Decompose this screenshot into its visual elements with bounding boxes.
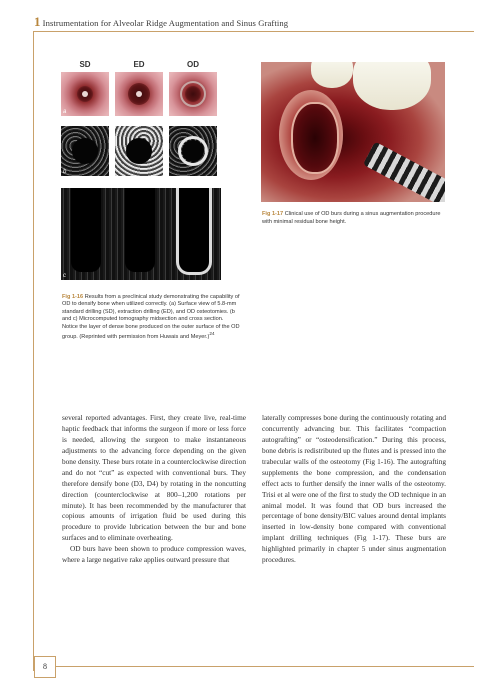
tooth-image xyxy=(353,62,431,110)
figure-label: Fig 1-16 xyxy=(62,294,84,300)
cross-section-ed xyxy=(115,126,163,176)
cross-section-sd xyxy=(61,126,109,176)
figure-label: Fig 1-17 xyxy=(262,211,284,217)
chapter-title: Instrumentation for Alveolar Ridge Augmentation and Sinus Grafting xyxy=(42,18,289,28)
cross-section-od xyxy=(169,126,217,176)
body-column-right xyxy=(262,413,446,566)
od-bur-image xyxy=(363,142,445,202)
figure-1-16-caption xyxy=(62,294,240,341)
column-label-od: OD xyxy=(187,60,199,69)
panel-letter-a: a xyxy=(63,109,67,115)
panel-letter-c: c xyxy=(63,273,66,279)
osteotomy-ed xyxy=(125,188,155,272)
midsection-view xyxy=(61,188,221,280)
paragraph: laterally compresses bone during the continuously rotating and concurrently advancing bur. This facilitates “compaction autografting” or “osteodensification.” During this process, bone debris is redistributed up the flutes and is pressed into the trabecular walls of the osteotomy (Fig 1-16). The autografting supplements the bone compression, and the condensation effect acts to further densify the inner walls of the osteotomy. Trisi et al were one of the first to study the OD technique in an animal model. It was found that OD burs increased the percentage of bone density/BIC values around dental implants inserted in low-density bone compared with conventional implant drilling techniques (Fig 1-17). These burs are highlighted primarily in chapter 5 under sinus augmentation procedures. xyxy=(262,413,446,565)
paragraph: several reported advantages. First, they create live, real-time haptic feedback that informs the surgeon if more or less force is needed, allowing the surgeon to make instantaneous adjustments to the advancing force depending on the given bone density. These burs rotate in a counterclockwise direction and do not “cut” as expected with conventional burs. They therefore densify bone (D3, D4) by rotating in the noncutting direction (counterclockwise at 800–1,200 rotations per minute). It has been recommended by the manufacturer that copious amounts of irrigation fluid be used during this procedure to provide lubrication between the bur and bone surfaces and to eliminate overheating. xyxy=(62,413,246,543)
footer-rule xyxy=(54,666,474,667)
figure-1-17 xyxy=(261,62,445,202)
surface-view-od xyxy=(169,72,217,116)
running-header xyxy=(34,14,474,30)
header-rule xyxy=(34,31,474,32)
page-number: 8 xyxy=(34,656,56,678)
paragraph: OD burs have been shown to produce compression waves, where a large negative rake applies outward pressure that xyxy=(62,544,246,565)
surface-view-ed xyxy=(115,72,163,116)
body-column-left xyxy=(62,413,246,566)
caption-text: Results from a preclinical study demonstrating the capability of OD to densify bone when utilized correctly. (a) Surface view of 5.8-mm standard drilling (SD), extraction drilling (ED), and OD osteotomies. (b and c) Microcomputed tomography midsection and cross section. Notice the layer of dense bone produced on the outer surface of the OD group. (Reprinted with permission from Huwais and Meyer.) xyxy=(62,294,240,340)
sidebar-rule xyxy=(33,31,34,671)
figure-1-16 xyxy=(61,60,221,290)
tooth-image xyxy=(311,62,353,88)
column-label-ed: ED xyxy=(133,60,145,69)
panel-letter-b: b xyxy=(63,169,67,175)
caption-text: Clinical use of OD burs during a sinus augmentation procedure with minimal residual bone height. xyxy=(262,211,441,225)
chapter-number: 1 xyxy=(34,14,41,29)
reference-superscript: 24 xyxy=(209,330,215,336)
surface-view-sd xyxy=(61,72,109,116)
osteotomy-od xyxy=(179,188,209,272)
sinus-window-image xyxy=(291,102,339,174)
column-label-sd: SD xyxy=(79,60,91,69)
osteotomy-sd xyxy=(71,188,101,272)
figure-1-17-caption xyxy=(262,211,446,226)
